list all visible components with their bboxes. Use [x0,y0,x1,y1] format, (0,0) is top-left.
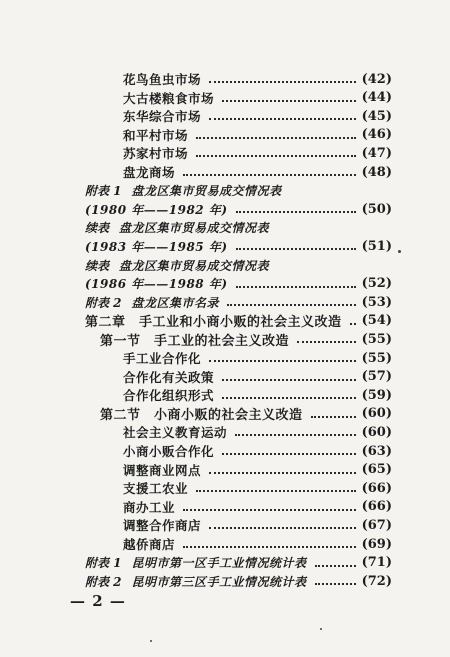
page-number: (66) [361,499,392,515]
page-number: (67) [361,517,392,533]
toc-entry-appendix [85,293,392,311]
page-number: (63) [361,443,392,459]
page-number: (45) [361,108,392,124]
section-title: 第一节 手工业的社会主义改造 [100,333,290,349]
toc-entry-appendix [85,182,392,200]
page-number: (52) [361,276,392,292]
entry-label: 支援工农业 [123,481,189,497]
toc-section [100,330,392,348]
dot-leader [196,155,356,157]
toc-entry-appendix [85,554,392,572]
page-number: (42) [361,71,392,87]
entry-label: 盘龙区集市贸易成交情况表 [131,184,282,199]
chapter-title: 第二章 手工业和小商小贩的社会主义改造 [85,315,342,331]
dot-leader [222,397,356,399]
toc-chapter [85,312,392,330]
appendix-prefix: 附表 2 [85,574,122,589]
toc-entry [85,200,392,218]
toc-entry [123,423,392,441]
entry-label: 东华综合市场 [123,109,202,125]
dot-leader [315,583,356,585]
dot-leader [350,323,356,325]
dot-leader [209,527,356,529]
toc-entry [123,461,392,479]
continued-prefix: 续表 [85,221,110,236]
entry-label: 小商小贩合作化 [123,444,215,459]
entry-label: 合作化有关政策 [123,369,215,385]
dot-leader [227,304,356,306]
entry-label: 手工业合作化 [123,351,202,366]
dot-leader [222,453,356,455]
page-number: (69) [361,536,392,552]
toc-entry-appendix [85,572,392,590]
entry-label: 越侨商店 [123,537,176,552]
entry-label: 盘龙区集市贸易成交情况表 [119,221,270,236]
entry-label: 花鸟鱼虫市场 [123,72,202,87]
dot-leader [222,379,356,381]
page-number: (47) [361,145,392,161]
dot-leader [236,211,356,213]
toc-entry [123,368,392,386]
page-number: (51) [361,238,392,254]
dot-leader [236,248,356,250]
page-number: (65) [361,462,392,478]
scan-speck [150,640,152,642]
toc-entry [123,479,392,497]
dot-leader [209,472,356,474]
entry-label: 社会主义教育运动 [123,425,228,441]
entry-label: 合作化组织形式 [123,388,215,404]
section-title: 第二节 小商小贩的社会主义改造 [100,408,303,424]
toc-entry [85,237,392,255]
toc-entry [123,107,392,125]
dot-leader [196,490,356,492]
appendix-prefix: 附表 2 [85,295,122,310]
toc-entry [123,70,392,88]
toc-entry [123,535,392,553]
dot-leader [183,509,356,511]
toc-entry [123,386,392,404]
entry-label: 盘龙商场 [123,165,176,180]
dot-leader [236,286,356,288]
toc-entry [123,498,392,516]
page-number: (48) [361,164,392,180]
entry-label: 调整合作商店 [123,518,202,534]
toc-entry [123,144,392,162]
entry-label: (1980 年——1982 年) [85,202,228,217]
toc-entry [123,89,392,107]
page-number: (44) [361,90,392,106]
toc-entry [123,163,392,181]
dot-leader [311,416,356,418]
dot-leader [183,546,356,548]
dot-leader [222,100,356,102]
page-number: (60) [361,424,392,440]
page-number: (59) [361,387,392,403]
scan-speck [398,250,401,253]
page-number: (55) [361,331,392,347]
toc-entry [123,516,392,534]
dot-leader [196,137,356,139]
entry-label: 昆明市第三区手工业情况统计表 [131,574,307,589]
dot-leader [209,360,356,362]
entry-label: 昆明市第一区手工业情况统计表 [131,556,307,571]
entry-label: 盘龙区集市贸易成交情况表 [119,258,270,273]
page-number: (50) [361,201,392,217]
dot-leader [315,565,356,567]
page-footer-number: — 2 — [70,592,126,610]
dot-leader [297,341,356,343]
dot-leader [183,174,356,176]
page-number: (53) [361,294,392,310]
continued-prefix: 续表 [85,258,110,273]
toc-entry [85,275,392,293]
entry-label: 和平村市场 [123,127,189,143]
appendix-prefix: 附表 1 [85,184,122,199]
page-number: (46) [361,127,392,143]
page-number: (54) [361,313,392,329]
entry-label: 调整商业网点 [123,462,202,478]
page-number: (72) [361,573,392,589]
toc-entry [123,442,392,460]
toc-entry-continued [85,219,392,237]
page-number: (60) [361,406,392,422]
entry-label: 商办工业 [123,499,176,515]
entry-label: 苏家村市场 [123,146,189,162]
page-number: (66) [361,480,392,496]
entry-label: 大古楼粮食市场 [123,90,215,106]
toc-entry-continued [85,256,392,274]
dot-leader [209,81,356,83]
appendix-prefix: 附表 1 [85,556,122,571]
scan-speck [320,628,322,630]
toc-entry [123,349,392,367]
dot-leader [235,434,356,436]
entry-label: (1983 年——1985 年) [85,239,228,254]
toc-section [100,405,392,423]
dot-leader [209,118,356,120]
page-number: (57) [361,369,392,385]
entry-label: (1986 年——1988 年) [85,277,228,292]
toc-entry [123,126,392,144]
page-number: (71) [361,555,392,571]
page-number: (55) [361,350,392,366]
entry-label: 盘龙区集市名录 [131,295,220,310]
